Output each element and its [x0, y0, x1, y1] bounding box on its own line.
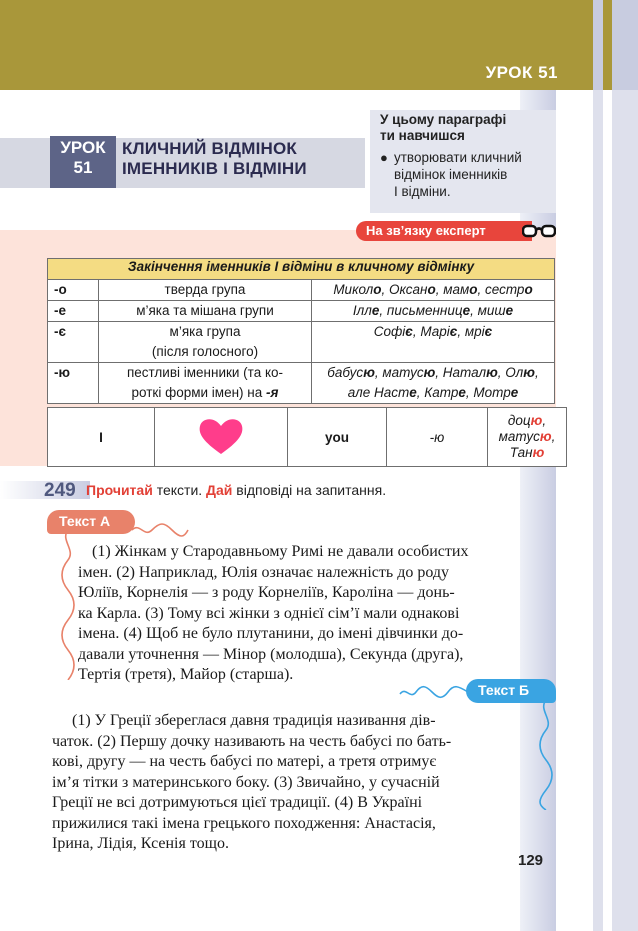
love-cell-you: you	[288, 408, 387, 467]
lesson-word: УРОК	[60, 138, 106, 157]
example-stem: , Катр	[416, 385, 459, 400]
group-text: роткі форми імен) на	[131, 385, 266, 400]
ending-cell: -ю	[48, 363, 99, 404]
example-stem: Софі	[373, 324, 406, 339]
love-cell-ending: -ю	[387, 408, 488, 467]
example-stem: , Ол	[497, 365, 524, 380]
instruction-verb: Прочитай	[86, 482, 153, 498]
group-text: м’яка та мішана групи	[136, 303, 274, 318]
love-cell-examples	[488, 408, 567, 467]
group-line	[99, 280, 311, 300]
lesson-number: 51	[73, 158, 93, 177]
example-ending: о	[373, 282, 382, 297]
example-ending: е	[462, 303, 471, 318]
example-ending: о	[524, 282, 533, 297]
example-line	[312, 363, 554, 383]
table-row	[48, 301, 555, 322]
table-row	[48, 280, 555, 301]
text-line: Юліїв, Корнелія — з роду Корнеліїв, Кароліна — донь-	[78, 584, 455, 601]
group-text: пестливі іменники (та ко-	[126, 365, 284, 380]
objectives-heading: ти навчишся	[380, 128, 465, 143]
example-ending: ю	[523, 365, 535, 380]
text-line: імена. (4) Щоб не було плутанини, до імені дівчинки до-	[78, 625, 464, 642]
table-row	[48, 363, 555, 404]
example-line	[312, 383, 554, 403]
instruction-text: відповіді на запитання.	[232, 482, 387, 498]
example-cell	[312, 363, 555, 404]
example-ending: є	[484, 324, 493, 339]
group-cell	[99, 280, 312, 301]
heart-icon	[198, 416, 244, 456]
instruction-text: тексти.	[152, 482, 207, 498]
example-ending: е	[409, 385, 417, 400]
love-example-ending: ю	[530, 413, 543, 428]
love-example-line	[489, 413, 565, 429]
running-head: УРОК 51	[485, 63, 558, 82]
endings-table	[47, 258, 555, 404]
example-cell	[312, 301, 555, 322]
example-stem: ,	[534, 365, 539, 380]
text-b-squiggle	[398, 680, 470, 704]
text-line: Ірина, Лідія, Ксенія тощо.	[52, 835, 229, 852]
text-line: Греції не всі дотримуються цієї традиції. (4) В Україні	[52, 794, 423, 811]
love-example-line	[489, 445, 565, 461]
instruction-verb: Дай	[206, 482, 233, 498]
example-stem: Ілл	[352, 303, 372, 318]
text-a-body	[78, 542, 554, 686]
objective-text: І відміни.	[394, 184, 451, 199]
objective-text: відмінок іменників	[394, 167, 508, 182]
group-text: м’яка група	[169, 324, 241, 339]
text-b-body	[52, 711, 538, 855]
text-line: прижилися такі імена грецького походження: Анастасія,	[52, 814, 436, 832]
example-line	[312, 322, 554, 342]
text-line: (1) У Греції збереглася давня традиція називання дів-	[72, 712, 436, 729]
text-line: ка Карла. (3) Тому всі жінки з однієї сім’ї мали однакові	[78, 604, 460, 622]
example-stem: , сестр	[477, 282, 525, 297]
example-ending: е	[458, 385, 466, 400]
love-example-stem: матус	[498, 429, 540, 444]
example-ending: е	[510, 385, 519, 400]
example-ending: о	[427, 282, 436, 297]
group-text: (після голосного)	[151, 344, 259, 359]
header-stripe	[612, 0, 638, 90]
example-stem: , Оксан	[381, 282, 428, 297]
example-stem: бабус	[327, 365, 364, 380]
love-example-stem: Тан	[509, 445, 533, 460]
love-table	[47, 407, 567, 467]
example-stem: Микол	[333, 282, 374, 297]
group-line	[99, 301, 311, 321]
glasses-icon	[522, 222, 556, 240]
love-example-ending: ю	[532, 445, 545, 460]
table-caption: Закінчення іменників І відміни в кличному відмінку	[48, 259, 555, 280]
ending-cell: -е	[48, 301, 99, 322]
lesson-title-line: КЛИЧНИЙ ВІДМІНОК	[122, 139, 297, 158]
love-example-line	[489, 429, 565, 445]
example-ending: о	[469, 282, 478, 297]
text-a-squiggle	[58, 530, 78, 680]
example-ending: є	[405, 324, 413, 339]
love-example-stem: доц	[507, 413, 531, 428]
example-stem: , миш	[470, 303, 506, 318]
text-line: Тертія (третя), Майор (старша).	[78, 666, 294, 683]
example-stem: , Марі	[412, 324, 450, 339]
group-line	[99, 342, 311, 362]
example-ending: ю	[363, 365, 375, 380]
bullet-icon: ●	[380, 150, 388, 165]
text-line: давали уточнення — Мінор (молодша), Секунда (друга),	[78, 645, 464, 663]
example-stem: , матус	[374, 365, 424, 380]
group-suffix: -я	[266, 385, 279, 400]
example-stem: , Натал	[435, 365, 487, 380]
exercise-instruction	[86, 482, 386, 498]
text-line: ім’я тітки з материнського боку. (3) Звичайно, у сучасній	[52, 773, 440, 791]
example-line	[312, 280, 554, 300]
love-cell-i: I	[48, 408, 155, 467]
group-cell	[99, 363, 312, 404]
group-line	[99, 363, 311, 383]
expert-tag-label: На зв’язку експерт	[366, 223, 486, 238]
love-example-ending: ю	[539, 429, 552, 444]
example-stem: , мрі	[457, 324, 485, 339]
page-edge-stripe	[593, 90, 603, 931]
example-ending: є	[449, 324, 458, 339]
lesson-title-line: ІМЕННИКІВ І ВІДМІНИ	[122, 159, 307, 178]
text-line: імен. (2) Наприклад, Юлія означає належність до роду	[78, 563, 450, 581]
table-row	[48, 322, 555, 363]
text-line: (1) Жінкам у Стародавньому Римі не давали особистих	[92, 543, 469, 560]
example-cell	[312, 322, 555, 363]
example-ending: ю	[423, 365, 436, 380]
text-line: кові, другу — на честь бабусі по матері, а третя отримує	[52, 753, 437, 770]
love-cell-heart	[155, 408, 288, 467]
example-stem: , письменниц	[379, 303, 463, 318]
page-number: 129	[518, 852, 544, 869]
group-line	[99, 322, 311, 342]
love-example-stem: ,	[542, 413, 547, 428]
love-example-stem: ,	[551, 429, 556, 444]
objectives-heading: У цьому параграфі	[380, 112, 507, 127]
group-cell	[99, 322, 312, 363]
text-a-label: Текст А	[59, 513, 111, 529]
ending-cell: -є	[48, 322, 99, 363]
header-stripe	[593, 0, 603, 90]
example-ending: ю	[486, 365, 498, 380]
example-stem: , мам	[435, 282, 470, 297]
group-cell	[99, 301, 312, 322]
example-ending: е	[371, 303, 380, 318]
example-cell	[312, 280, 555, 301]
exercise-number: 249	[44, 480, 76, 501]
example-stem: але Наст	[347, 385, 410, 400]
example-stem: , Мотр	[465, 385, 511, 400]
text-line: чаток. (2) Першу дочку називають на честь бабусі по бать-	[52, 732, 452, 750]
example-line	[312, 301, 554, 321]
ending-cell: -о	[48, 280, 99, 301]
group-line	[99, 383, 311, 403]
text-b-squiggle	[536, 700, 556, 810]
page-edge-stripe	[612, 90, 638, 931]
group-text: тверда група	[164, 282, 246, 297]
text-b-label: Текст Б	[478, 682, 530, 698]
objective-text: утворювати кличний	[394, 150, 522, 165]
example-ending: е	[505, 303, 514, 318]
